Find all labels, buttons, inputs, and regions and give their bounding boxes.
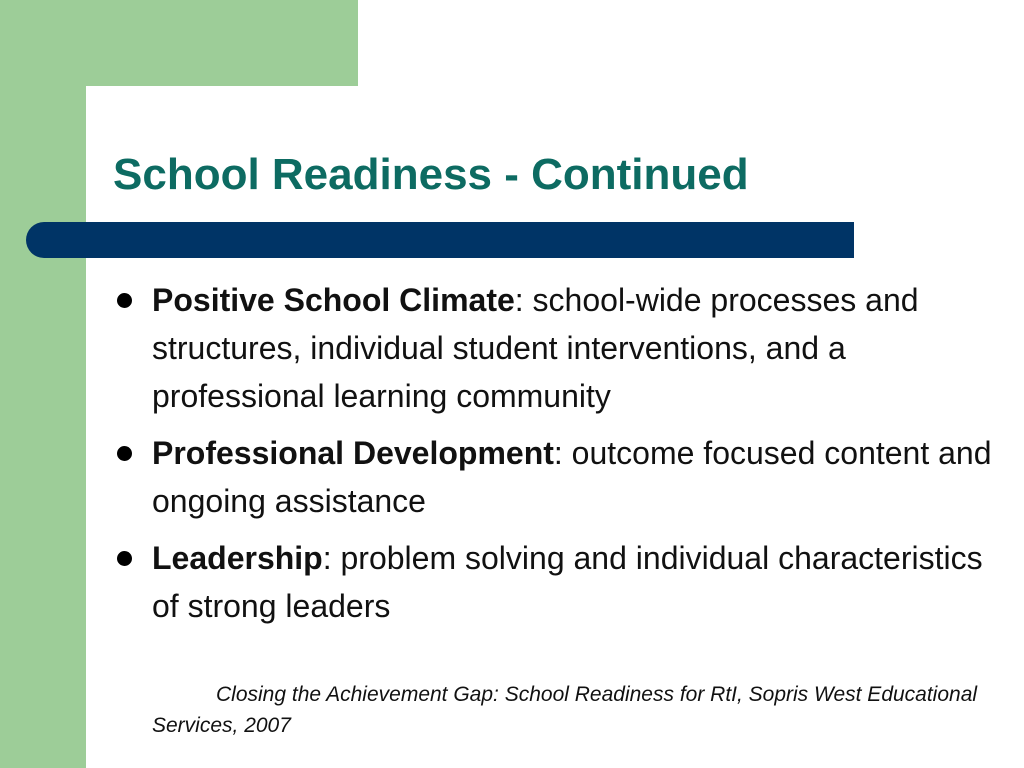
bullet-term: Positive School Climate <box>152 282 515 318</box>
bullet-description: problem solving and individual characteristics of strong leaders <box>152 540 983 624</box>
bullet-item-positive-school-climate <box>113 276 993 420</box>
decorative-green-sidebar <box>0 0 86 768</box>
bullet-description: outcome focused content and ongoing assistance <box>152 435 992 519</box>
title-underline-bar <box>26 222 854 258</box>
bullet-dot-icon <box>117 446 132 461</box>
bullet-dot-icon <box>117 293 132 308</box>
slide-title: School Readiness - Continued <box>113 150 749 199</box>
bullet-list <box>113 276 993 639</box>
bullet-item-professional-development <box>113 429 993 525</box>
bullet-item-leadership <box>113 534 993 630</box>
bullet-separator: : <box>322 540 332 576</box>
bullet-description: school-wide processes and structures, individual student interventions, and a professional learning community <box>152 282 919 414</box>
decorative-green-top-block <box>0 0 358 86</box>
bullet-separator: : <box>514 282 524 318</box>
bullet-dot-icon <box>117 551 132 566</box>
bullet-term: Professional Development <box>152 435 554 471</box>
bullet-separator: : <box>553 435 563 471</box>
source-citation: Closing the Achievement Gap: School Readiness for RtI, Sopris West Educational Services, 2007 <box>152 683 978 737</box>
bullet-term: Leadership <box>152 540 323 576</box>
